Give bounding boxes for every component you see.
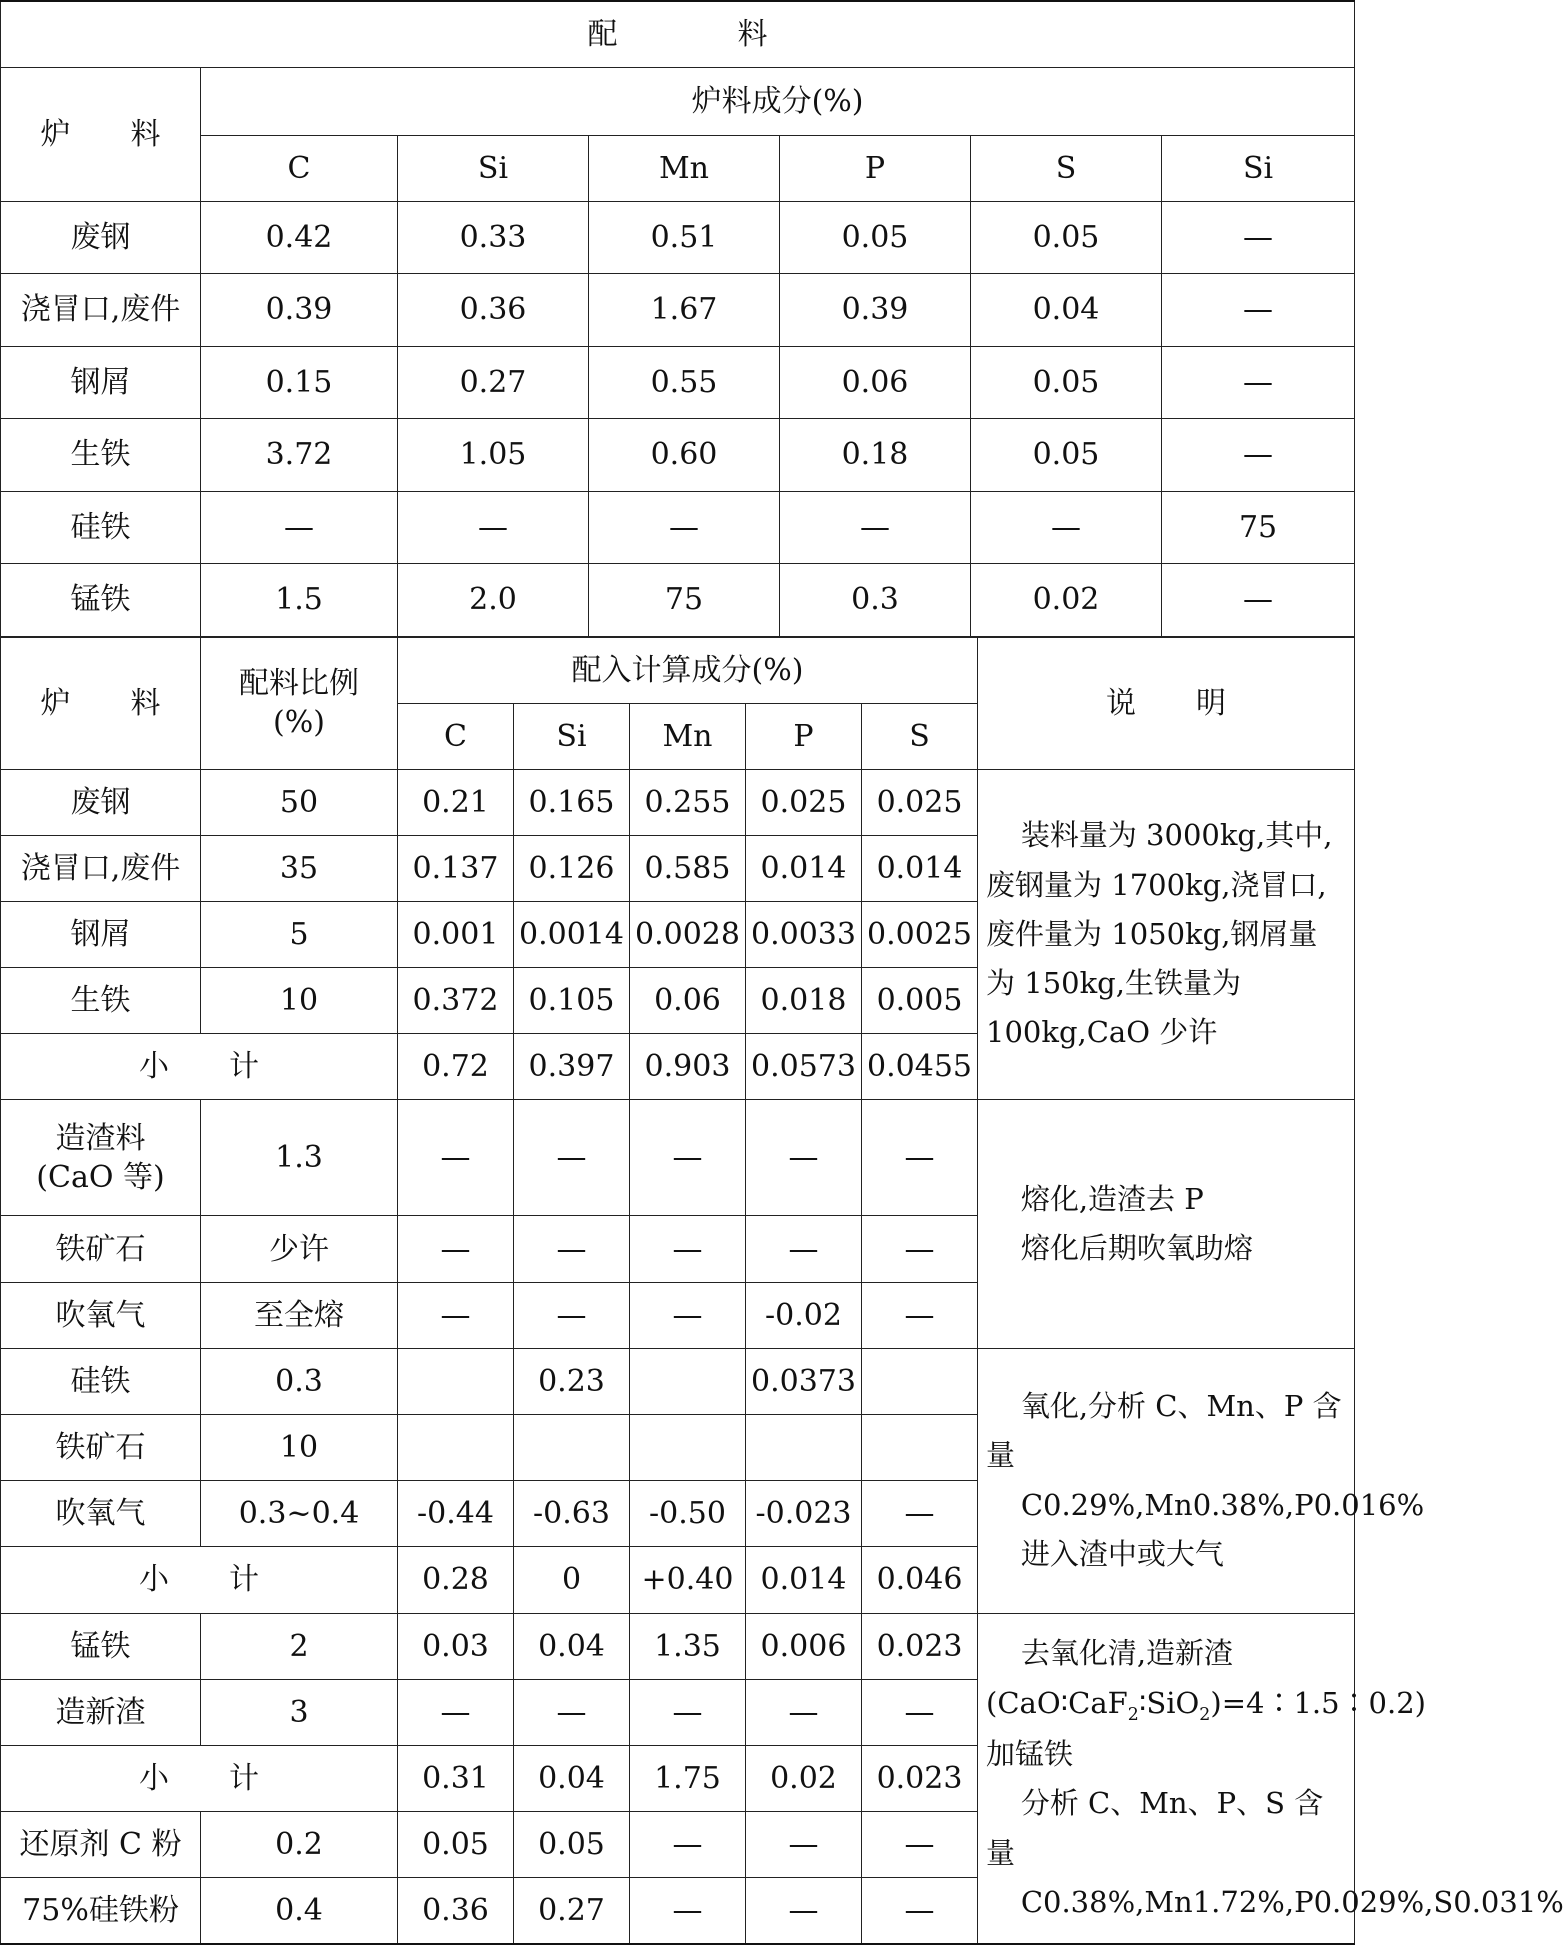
table-cell: 0.33 [398, 201, 589, 274]
column-header: Si [398, 135, 589, 201]
table-cell: 0.0014 [514, 901, 630, 967]
note-reduction [978, 1613, 1564, 1944]
row-label: 生铁 [1, 968, 201, 1034]
table-cell: +0.40 [630, 1547, 746, 1613]
note-oxidation [978, 1348, 1425, 1613]
table-cell: 0 [514, 1547, 630, 1613]
note-line: C0.38%,Mn1.72%,P0.029%,S0.031% [1020, 1884, 1564, 1919]
table-cell: 3.72 [201, 419, 398, 492]
charge-calculation-table [0, 637, 1564, 1946]
table-cell: 2.0 [398, 564, 589, 637]
table-cell: 0.105 [514, 968, 630, 1034]
table-cell: — [746, 1812, 862, 1878]
note-subscript: 2 [1127, 1704, 1139, 1725]
ratio-cell: 2 [201, 1613, 398, 1679]
table-cell: 0.0373 [746, 1348, 862, 1414]
row-label: 锰铁 [1, 1613, 201, 1679]
table-cell: — [514, 1679, 630, 1745]
table-cell [630, 1348, 746, 1414]
ratio-cell: 35 [201, 835, 398, 901]
table-cell: 1.67 [589, 274, 780, 347]
table-cell: — [201, 491, 398, 564]
table-cell: 0.05 [971, 201, 1162, 274]
column-header: P [780, 135, 971, 201]
table-cell: 0.023 [862, 1613, 978, 1679]
note-line: 进入渣中或大气 [1020, 1536, 1224, 1571]
table-cell: — [398, 491, 589, 564]
table-row [1, 491, 1355, 564]
table-cell: 0.903 [630, 1034, 746, 1100]
row-label: 硅铁 [1, 491, 201, 564]
table-cell: 0.55 [589, 346, 780, 419]
note-text: 去氧化清,造新渣(CaO∶CaF [986, 1636, 1234, 1720]
table-cell: — [630, 1679, 746, 1745]
table-cell: 0.06 [780, 346, 971, 419]
table-cell: — [398, 1679, 514, 1745]
table-cell: — [780, 491, 971, 564]
table-cell: — [1162, 274, 1355, 347]
table-row [1, 1348, 1355, 1414]
note-melting [978, 1100, 1355, 1348]
table-cell: 0.51 [589, 201, 780, 274]
table-cell: 0.001 [398, 901, 514, 967]
table-cell: 0.255 [630, 769, 746, 835]
table-cell: 0.0028 [630, 901, 746, 967]
row-label: 硅铁 [1, 1348, 201, 1414]
charge-composition-table [0, 0, 1355, 637]
table-cell: 0.014 [746, 1547, 862, 1613]
table-cell: 1.05 [398, 419, 589, 492]
table-cell [746, 1415, 862, 1481]
column-header: Mn [589, 135, 780, 201]
table-cell: 0.72 [398, 1034, 514, 1100]
note-line: 氧化,分析 C、Mn、P 含量 [986, 1389, 1342, 1473]
table-cell: 0.126 [514, 835, 630, 901]
table-cell: -0.50 [630, 1481, 746, 1547]
table-cell: — [630, 1216, 746, 1282]
table-cell: 0.02 [971, 564, 1162, 637]
row-label-line1: 造渣料 [55, 1120, 146, 1156]
table-cell [862, 1348, 978, 1414]
composition-header: 炉料成分(%) [201, 67, 1355, 135]
table-cell: — [398, 1282, 514, 1348]
table-cell: 0.05 [971, 346, 1162, 419]
table-cell: — [862, 1282, 978, 1348]
table-cell: — [630, 1812, 746, 1878]
note-text: ∶SiO [1138, 1685, 1200, 1720]
table-row [1, 1100, 1355, 1216]
table-cell: 0.06 [630, 968, 746, 1034]
row-label: 钢屑 [1, 346, 201, 419]
table-cell: 0.0025 [862, 901, 978, 967]
table-cell [862, 1415, 978, 1481]
table-cell: — [514, 1216, 630, 1282]
table-cell: 0.04 [971, 274, 1162, 347]
table-cell: — [746, 1100, 862, 1216]
ratio-cell: 0.2 [201, 1812, 398, 1878]
row-label: 浇冒口,废件 [1, 835, 201, 901]
row-label: 造新渣 [1, 1679, 201, 1745]
table-cell: 0.05 [780, 201, 971, 274]
note-charging: 装料量为 3000kg,其中,废钢量为 1700kg,浇冒口,废件量为 1050kg,钢屑量为 150kg,生铁量为 100kg,CaO 少许 [978, 769, 1355, 1100]
table-cell: 0.046 [862, 1547, 978, 1613]
table-cell: 0.15 [201, 346, 398, 419]
row-label: 吹氧气 [1, 1282, 201, 1348]
table-row [1, 346, 1355, 419]
table-cell: 0.27 [514, 1878, 630, 1944]
table-cell: 0.0033 [746, 901, 862, 967]
ratio-header [201, 637, 398, 769]
table-cell: — [630, 1100, 746, 1216]
table-cell: 0.60 [589, 419, 780, 492]
note-line: 熔化后期吹氧助熔 [1020, 1231, 1253, 1266]
table-cell: 0.36 [398, 274, 589, 347]
table-cell: 0.397 [514, 1034, 630, 1100]
table-cell: 0.02 [746, 1745, 862, 1811]
table-cell: 1.75 [630, 1745, 746, 1811]
table-row [1, 1613, 1355, 1679]
table-title: 配 料 [1, 1, 1355, 67]
column-header: Mn [630, 703, 746, 769]
ratio-cell: 至全熔 [201, 1282, 398, 1348]
row-label: 钢屑 [1, 901, 201, 967]
table-cell: 0.025 [746, 769, 862, 835]
table-cell: 0.006 [746, 1613, 862, 1679]
ratio-cell: 5 [201, 901, 398, 967]
table-cell [630, 1415, 746, 1481]
table-cell: 0.005 [862, 968, 978, 1034]
note-header: 说 明 [978, 637, 1355, 769]
table-cell: 0.39 [780, 274, 971, 347]
table-cell: — [589, 491, 780, 564]
ratio-cell: 0.3~0.4 [201, 1481, 398, 1547]
table-cell: 0.04 [514, 1613, 630, 1679]
note-line: 分析 C、Mn、P、S 含量 [986, 1786, 1324, 1870]
note-subscript: 2 [1199, 1704, 1211, 1725]
table-cell: 0.04 [514, 1745, 630, 1811]
row-label: 生铁 [1, 419, 201, 492]
table-cell: 0.0573 [746, 1034, 862, 1100]
table-cell: -0.023 [746, 1481, 862, 1547]
table-row [1, 201, 1355, 274]
ratio-cell: 50 [201, 769, 398, 835]
table-cell: 1.5 [201, 564, 398, 637]
charge-header: 炉 料 [1, 637, 201, 769]
table-cell: 0.165 [514, 769, 630, 835]
row-label: 还原剂 C 粉 [1, 1812, 201, 1878]
row-label: 吹氧气 [1, 1481, 201, 1547]
table-cell: -0.02 [746, 1282, 862, 1348]
table-cell: — [971, 491, 1162, 564]
row-label: 废钢 [1, 201, 201, 274]
table-row [1, 769, 1355, 835]
table-cell: — [862, 1679, 978, 1745]
table-cell: — [746, 1878, 862, 1944]
table-cell: 0.05 [514, 1812, 630, 1878]
row-label: 锰铁 [1, 564, 201, 637]
table-cell: -0.44 [398, 1481, 514, 1547]
table-cell: 0.3 [780, 564, 971, 637]
table-cell: 75 [589, 564, 780, 637]
table-cell: 0.27 [398, 346, 589, 419]
table-cell: 0.31 [398, 1745, 514, 1811]
charge-header: 炉 料 [1, 67, 201, 201]
table-row [1, 274, 1355, 347]
table-cell: 0.05 [971, 419, 1162, 492]
table-cell: — [862, 1100, 978, 1216]
subtotal-label: 小 计 [1, 1745, 398, 1811]
ratio-cell: 1.3 [201, 1100, 398, 1216]
table-cell: — [398, 1100, 514, 1216]
row-label: 铁矿石 [1, 1415, 201, 1481]
table-cell: 0.023 [862, 1745, 978, 1811]
table-cell: — [398, 1216, 514, 1282]
table-cell: — [862, 1481, 978, 1547]
subtotal-label: 小 计 [1, 1034, 398, 1100]
table-cell: 0.28 [398, 1547, 514, 1613]
calc-composition-header: 配入计算成分(%) [398, 637, 978, 703]
ratio-cell: 0.3 [201, 1348, 398, 1414]
note-line: C0.29%,Mn0.38%,P0.016% [1020, 1487, 1425, 1522]
table-cell: 0.018 [746, 968, 862, 1034]
table-cell: — [862, 1216, 978, 1282]
table-cell: 0.39 [201, 274, 398, 347]
table-cell: 0.42 [201, 201, 398, 274]
row-label-line2: (CaO 等) [36, 1159, 165, 1195]
table-cell: 0.014 [746, 835, 862, 901]
column-header: C [201, 135, 398, 201]
table-cell: 0.36 [398, 1878, 514, 1944]
row-label [1, 1100, 201, 1216]
note-text: )=4∶1.5∶0.2)加锰铁 [986, 1685, 1426, 1772]
table-row [1, 564, 1355, 637]
table-cell: 0.585 [630, 835, 746, 901]
table-cell: 75 [1162, 491, 1355, 564]
column-header: Si [514, 703, 630, 769]
table-cell: 0.03 [398, 1613, 514, 1679]
ratio-cell: 10 [201, 968, 398, 1034]
ratio-cell: 10 [201, 1415, 398, 1481]
table-cell: — [862, 1878, 978, 1944]
table-cell [398, 1415, 514, 1481]
column-header: S [862, 703, 978, 769]
ratio-cell: 3 [201, 1679, 398, 1745]
table-cell: — [514, 1100, 630, 1216]
table-cell: 0.014 [862, 835, 978, 901]
column-header: P [746, 703, 862, 769]
column-header: S [971, 135, 1162, 201]
table-cell: 0.025 [862, 769, 978, 835]
table-cell: 0.372 [398, 968, 514, 1034]
row-label: 75%硅铁粉 [1, 1878, 201, 1944]
column-header: C [398, 703, 514, 769]
table-cell: — [630, 1878, 746, 1944]
table-cell: — [746, 1216, 862, 1282]
table-cell: — [1162, 419, 1355, 492]
table-cell: — [1162, 564, 1355, 637]
ratio-cell: 少许 [201, 1216, 398, 1282]
table-cell: 0.23 [514, 1348, 630, 1414]
table-cell: — [1162, 201, 1355, 274]
table-cell: 0.21 [398, 769, 514, 835]
subtotal-label: 小 计 [1, 1547, 398, 1613]
table-row [1, 419, 1355, 492]
table-cell: — [514, 1282, 630, 1348]
row-label: 废钢 [1, 769, 201, 835]
row-label: 浇冒口,废件 [1, 274, 201, 347]
ratio-header-line2: (%) [273, 705, 325, 740]
ratio-header-line1: 配料比例 [239, 666, 359, 701]
note-line: 熔化,造渣去 P [1020, 1181, 1204, 1216]
table-cell [398, 1348, 514, 1414]
table-cell: 0.18 [780, 419, 971, 492]
note-line [986, 1629, 1426, 1779]
table-cell: 0.137 [398, 835, 514, 901]
ratio-cell: 0.4 [201, 1878, 398, 1944]
table-cell: — [862, 1812, 978, 1878]
table-cell: — [1162, 346, 1355, 419]
table-cell: -0.63 [514, 1481, 630, 1547]
table-cell: 0.0455 [862, 1034, 978, 1100]
table-cell: — [630, 1282, 746, 1348]
table-cell: 1.35 [630, 1613, 746, 1679]
column-header: Si [1162, 135, 1355, 201]
table-cell [514, 1415, 630, 1481]
table-cell: 0.05 [398, 1812, 514, 1878]
row-label: 铁矿石 [1, 1216, 201, 1282]
table-cell: — [746, 1679, 862, 1745]
